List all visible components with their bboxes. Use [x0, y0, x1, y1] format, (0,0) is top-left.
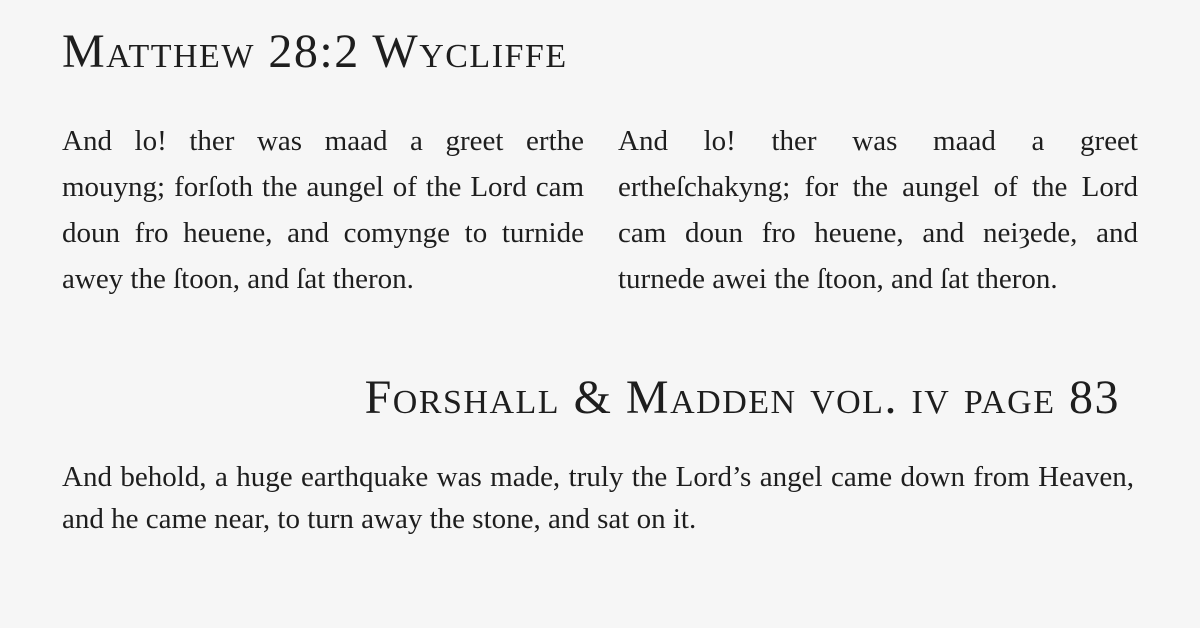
- page-title: Matthew 28:2 Wycliffe: [62, 25, 568, 78]
- wycliffe-earlier-version-text: And lo! ther was maad a greet erthe mouyng; forſoth the aungel of the Lord cam doun fro heuene, and comynge to turnide awey the ſtoon, and ſat theron.: [62, 125, 584, 295]
- wycliffe-later-version-text: And lo! ther was maad a greet ertheſchakyng; for the aungel of the Lord cam doun fro heuene, and neiȝede, and turnede awei the ſtoon, and ſat theron.: [618, 125, 1138, 295]
- modern-translation-text: And behold, a huge earthquake was made, truly the Lord’s angel came down from Heaven, and he came near, to turn away the stone, and sat on it.: [62, 461, 1134, 535]
- source-reference-heading: Forshall & Madden vol. iv page 83: [364, 371, 1120, 424]
